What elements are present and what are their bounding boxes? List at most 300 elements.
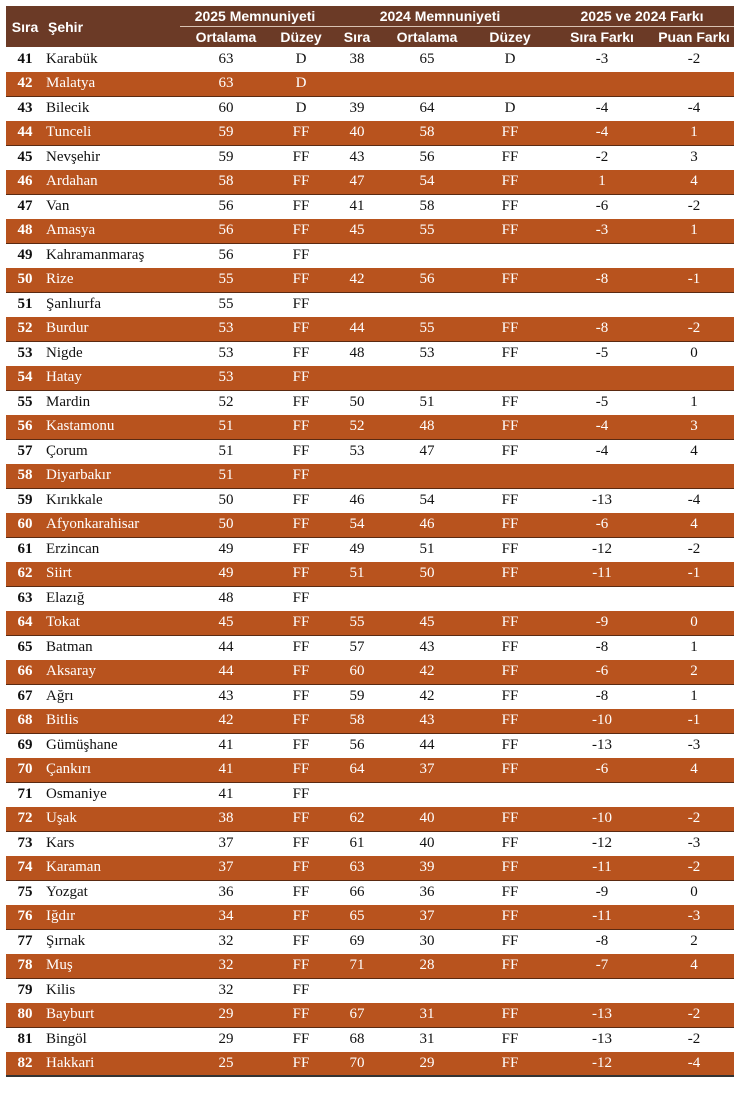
cell-level-2024: FF <box>470 341 550 366</box>
cell-rank-diff: -13 <box>550 733 654 758</box>
cell-rank: 44 <box>6 121 44 146</box>
cell-level-2024: D <box>470 96 550 121</box>
cell-avg-2025: 52 <box>180 390 272 415</box>
cell-city: Bilecik <box>44 96 180 121</box>
cell-rank-diff: -6 <box>550 660 654 685</box>
cell-rank-2024: 59 <box>330 684 384 709</box>
cell-avg-2024: 53 <box>384 341 470 366</box>
cell-rank-diff: -6 <box>550 758 654 783</box>
table-row <box>6 488 734 513</box>
cell-level-2024: FF <box>470 1052 550 1077</box>
cell-level-2024: FF <box>470 121 550 146</box>
table-row <box>6 880 734 905</box>
cell-avg-2025: 43 <box>180 684 272 709</box>
cell-rank-2024 <box>330 464 384 489</box>
cell-avg-2025: 56 <box>180 243 272 268</box>
cell-level-2024: FF <box>470 415 550 440</box>
cell-avg-2024: 55 <box>384 317 470 342</box>
cell-level-2025: FF <box>272 219 330 244</box>
cell-level-2024 <box>470 292 550 317</box>
table-row <box>6 733 734 758</box>
table-row <box>6 831 734 856</box>
cell-avg-2025: 41 <box>180 782 272 807</box>
cell-city: Osmaniye <box>44 782 180 807</box>
cell-city: Rize <box>44 268 180 293</box>
cell-avg-2025: 37 <box>180 831 272 856</box>
cell-level-2024: FF <box>470 537 550 562</box>
table-row <box>6 1027 734 1052</box>
cell-rank: 63 <box>6 586 44 611</box>
cell-score-diff <box>654 978 734 1003</box>
cell-avg-2024: 37 <box>384 905 470 930</box>
cell-level-2024: FF <box>470 219 550 244</box>
cell-city: Muş <box>44 954 180 979</box>
cell-rank-diff: -4 <box>550 439 654 464</box>
cell-rank-2024: 40 <box>330 121 384 146</box>
cell-score-diff: -2 <box>654 807 734 832</box>
cell-score-diff: 4 <box>654 954 734 979</box>
cell-rank-diff: -11 <box>550 562 654 587</box>
table-row <box>6 341 734 366</box>
cell-rank: 52 <box>6 317 44 342</box>
cell-rank: 45 <box>6 145 44 170</box>
cell-level-2025: FF <box>272 415 330 440</box>
satisfaction-table-container <box>6 6 734 1077</box>
cell-rank: 66 <box>6 660 44 685</box>
cell-rank-2024: 48 <box>330 341 384 366</box>
cell-level-2025: FF <box>272 660 330 685</box>
cell-level-2025: FF <box>272 537 330 562</box>
table-body <box>6 47 734 1076</box>
cell-city: Bitlis <box>44 709 180 734</box>
cell-level-2024: FF <box>470 709 550 734</box>
cell-avg-2024: 47 <box>384 439 470 464</box>
cell-rank-diff: -8 <box>550 268 654 293</box>
cell-level-2025: FF <box>272 562 330 587</box>
cell-score-diff: -1 <box>654 709 734 734</box>
cell-rank: 41 <box>6 47 44 72</box>
cell-avg-2025: 44 <box>180 635 272 660</box>
header-ortalama-2025: Ortalama <box>180 27 272 48</box>
cell-rank: 58 <box>6 464 44 489</box>
cell-avg-2025: 41 <box>180 758 272 783</box>
cell-level-2024 <box>470 586 550 611</box>
cell-rank-2024: 66 <box>330 880 384 905</box>
cell-level-2024: FF <box>470 635 550 660</box>
cell-rank-2024: 63 <box>330 856 384 881</box>
cell-city: Hakkari <box>44 1052 180 1077</box>
cell-rank-2024: 49 <box>330 537 384 562</box>
cell-score-diff: -4 <box>654 96 734 121</box>
cell-level-2024: FF <box>470 831 550 856</box>
cell-rank: 61 <box>6 537 44 562</box>
cell-city: Yozgat <box>44 880 180 905</box>
cell-rank: 51 <box>6 292 44 317</box>
cell-rank-diff <box>550 978 654 1003</box>
cell-rank-2024: 51 <box>330 562 384 587</box>
cell-level-2024: FF <box>470 513 550 538</box>
table-row <box>6 47 734 72</box>
cell-rank-2024: 53 <box>330 439 384 464</box>
cell-avg-2024: 29 <box>384 1052 470 1077</box>
table-row <box>6 856 734 881</box>
cell-avg-2025: 51 <box>180 464 272 489</box>
cell-city: Nevşehir <box>44 145 180 170</box>
cell-rank-diff: -7 <box>550 954 654 979</box>
satisfaction-table <box>6 6 734 1077</box>
cell-score-diff: 1 <box>654 219 734 244</box>
cell-city: Batman <box>44 635 180 660</box>
cell-level-2025: FF <box>272 684 330 709</box>
cell-avg-2024 <box>384 978 470 1003</box>
table-row <box>6 513 734 538</box>
cell-level-2024: FF <box>470 1027 550 1052</box>
cell-rank-diff: -8 <box>550 317 654 342</box>
cell-rank-diff: -4 <box>550 96 654 121</box>
cell-level-2024: FF <box>470 1003 550 1028</box>
cell-avg-2024: 58 <box>384 194 470 219</box>
cell-level-2024: FF <box>470 880 550 905</box>
cell-avg-2024: 43 <box>384 635 470 660</box>
cell-city: Şırnak <box>44 929 180 954</box>
cell-level-2025: FF <box>272 1052 330 1077</box>
cell-rank: 74 <box>6 856 44 881</box>
cell-rank: 68 <box>6 709 44 734</box>
cell-score-diff: -2 <box>654 537 734 562</box>
cell-city: Çankırı <box>44 758 180 783</box>
cell-score-diff: 1 <box>654 121 734 146</box>
cell-avg-2025: 45 <box>180 611 272 636</box>
table-row <box>6 243 734 268</box>
cell-level-2024 <box>470 978 550 1003</box>
cell-avg-2024: 58 <box>384 121 470 146</box>
cell-level-2024: FF <box>470 317 550 342</box>
table-row <box>6 121 734 146</box>
cell-rank: 81 <box>6 1027 44 1052</box>
cell-city: Amasya <box>44 219 180 244</box>
cell-avg-2024: 50 <box>384 562 470 587</box>
cell-rank-2024: 42 <box>330 268 384 293</box>
cell-avg-2024: 55 <box>384 219 470 244</box>
cell-rank-2024: 46 <box>330 488 384 513</box>
table-row <box>6 219 734 244</box>
cell-score-diff <box>654 464 734 489</box>
cell-avg-2024: 56 <box>384 145 470 170</box>
cell-rank-diff: 1 <box>550 170 654 195</box>
cell-avg-2025: 32 <box>180 978 272 1003</box>
cell-level-2025: FF <box>272 880 330 905</box>
cell-avg-2025: 37 <box>180 856 272 881</box>
cell-rank: 78 <box>6 954 44 979</box>
cell-city: Bingöl <box>44 1027 180 1052</box>
cell-rank-diff: -4 <box>550 415 654 440</box>
cell-rank: 59 <box>6 488 44 513</box>
cell-level-2025: FF <box>272 733 330 758</box>
cell-avg-2025: 29 <box>180 1027 272 1052</box>
cell-rank-2024: 64 <box>330 758 384 783</box>
table-row <box>6 464 734 489</box>
cell-avg-2024 <box>384 782 470 807</box>
cell-level-2024: FF <box>470 807 550 832</box>
cell-avg-2025: 59 <box>180 145 272 170</box>
cell-avg-2025: 38 <box>180 807 272 832</box>
cell-rank-2024 <box>330 292 384 317</box>
cell-rank: 67 <box>6 684 44 709</box>
cell-level-2025: FF <box>272 807 330 832</box>
cell-rank: 65 <box>6 635 44 660</box>
cell-score-diff <box>654 243 734 268</box>
cell-avg-2024: 31 <box>384 1003 470 1028</box>
cell-city: Nigde <box>44 341 180 366</box>
cell-level-2024 <box>470 72 550 97</box>
cell-avg-2025: 42 <box>180 709 272 734</box>
cell-rank-2024: 71 <box>330 954 384 979</box>
cell-rank: 46 <box>6 170 44 195</box>
cell-city: Afyonkarahisar <box>44 513 180 538</box>
table-row <box>6 684 734 709</box>
cell-level-2025: FF <box>272 317 330 342</box>
cell-rank-2024: 69 <box>330 929 384 954</box>
table-row <box>6 390 734 415</box>
cell-score-diff: -3 <box>654 733 734 758</box>
cell-level-2024: FF <box>470 758 550 783</box>
cell-avg-2025: 44 <box>180 660 272 685</box>
cell-rank: 53 <box>6 341 44 366</box>
header-puan-farki: Puan Farkı <box>654 27 734 48</box>
cell-city: Iğdır <box>44 905 180 930</box>
cell-avg-2024: 42 <box>384 684 470 709</box>
cell-rank-diff: -8 <box>550 684 654 709</box>
cell-score-diff: -3 <box>654 831 734 856</box>
table-row <box>6 366 734 391</box>
cell-city: Bayburt <box>44 1003 180 1028</box>
cell-rank-diff: -10 <box>550 807 654 832</box>
cell-city: Kırıkkale <box>44 488 180 513</box>
cell-rank-diff <box>550 366 654 391</box>
cell-city: Hatay <box>44 366 180 391</box>
cell-rank: 72 <box>6 807 44 832</box>
cell-rank: 49 <box>6 243 44 268</box>
cell-level-2024: FF <box>470 390 550 415</box>
table-row <box>6 72 734 97</box>
cell-level-2024: FF <box>470 439 550 464</box>
cell-score-diff: 4 <box>654 513 734 538</box>
table-row <box>6 978 734 1003</box>
table-row <box>6 562 734 587</box>
table-header <box>6 6 734 47</box>
cell-rank-diff <box>550 464 654 489</box>
cell-city: Tokat <box>44 611 180 636</box>
cell-avg-2024: 56 <box>384 268 470 293</box>
cell-rank-diff: -5 <box>550 341 654 366</box>
cell-rank-2024: 43 <box>330 145 384 170</box>
cell-rank-diff: -12 <box>550 1052 654 1077</box>
cell-level-2025: FF <box>272 341 330 366</box>
cell-level-2025: FF <box>272 709 330 734</box>
cell-level-2025: D <box>272 72 330 97</box>
cell-rank-diff: -8 <box>550 929 654 954</box>
cell-score-diff: 4 <box>654 758 734 783</box>
cell-avg-2025: 25 <box>180 1052 272 1077</box>
cell-rank-2024: 60 <box>330 660 384 685</box>
cell-rank: 77 <box>6 929 44 954</box>
table-row <box>6 1003 734 1028</box>
cell-city: Elazığ <box>44 586 180 611</box>
table-row <box>6 292 734 317</box>
cell-level-2025: FF <box>272 268 330 293</box>
header-sira-2024: Sıra <box>330 27 384 48</box>
cell-level-2024: FF <box>470 562 550 587</box>
cell-avg-2024: 40 <box>384 807 470 832</box>
cell-rank-2024 <box>330 72 384 97</box>
cell-score-diff: 2 <box>654 929 734 954</box>
cell-avg-2025: 49 <box>180 562 272 587</box>
cell-level-2025: FF <box>272 978 330 1003</box>
cell-score-diff <box>654 782 734 807</box>
cell-rank-2024: 62 <box>330 807 384 832</box>
cell-city: Şanlıurfa <box>44 292 180 317</box>
cell-rank-2024: 56 <box>330 733 384 758</box>
header-sira: Sıra <box>6 6 44 47</box>
cell-level-2025: FF <box>272 366 330 391</box>
cell-rank-diff: -13 <box>550 488 654 513</box>
header-duzey-2025: Düzey <box>272 27 330 48</box>
cell-rank-diff <box>550 72 654 97</box>
cell-level-2025: FF <box>272 488 330 513</box>
cell-score-diff: -2 <box>654 1003 734 1028</box>
header-sehir: Şehir <box>44 6 180 47</box>
cell-rank-diff: -5 <box>550 390 654 415</box>
cell-avg-2025: 50 <box>180 513 272 538</box>
cell-score-diff: -2 <box>654 856 734 881</box>
cell-city: Kahramanmaraş <box>44 243 180 268</box>
cell-score-diff <box>654 72 734 97</box>
cell-avg-2024 <box>384 72 470 97</box>
cell-avg-2025: 32 <box>180 929 272 954</box>
cell-rank: 55 <box>6 390 44 415</box>
cell-score-diff <box>654 586 734 611</box>
cell-rank-diff: -6 <box>550 194 654 219</box>
cell-level-2024: FF <box>470 660 550 685</box>
cell-rank: 48 <box>6 219 44 244</box>
cell-rank: 62 <box>6 562 44 587</box>
cell-avg-2024: 54 <box>384 170 470 195</box>
cell-level-2025: FF <box>272 170 330 195</box>
cell-avg-2025: 55 <box>180 268 272 293</box>
cell-rank-diff: -9 <box>550 611 654 636</box>
cell-score-diff: 1 <box>654 390 734 415</box>
cell-rank: 50 <box>6 268 44 293</box>
cell-level-2024: FF <box>470 268 550 293</box>
cell-level-2024: FF <box>470 684 550 709</box>
cell-level-2024: FF <box>470 611 550 636</box>
cell-rank: 57 <box>6 439 44 464</box>
table-row <box>6 905 734 930</box>
cell-level-2025: FF <box>272 1003 330 1028</box>
cell-score-diff: 4 <box>654 439 734 464</box>
cell-rank-diff: -8 <box>550 635 654 660</box>
cell-score-diff: -2 <box>654 1027 734 1052</box>
cell-level-2025: FF <box>272 1027 330 1052</box>
header-sira-farki: Sıra Farkı <box>550 27 654 48</box>
cell-rank-diff: -9 <box>550 880 654 905</box>
cell-level-2025: FF <box>272 758 330 783</box>
cell-avg-2024 <box>384 366 470 391</box>
cell-city: Diyarbakır <box>44 464 180 489</box>
cell-rank-2024: 41 <box>330 194 384 219</box>
cell-avg-2025: 58 <box>180 170 272 195</box>
cell-avg-2024 <box>384 243 470 268</box>
cell-avg-2024: 54 <box>384 488 470 513</box>
cell-score-diff: 3 <box>654 145 734 170</box>
cell-rank-diff: -11 <box>550 856 654 881</box>
cell-avg-2024: 42 <box>384 660 470 685</box>
cell-rank-2024: 54 <box>330 513 384 538</box>
cell-score-diff: -2 <box>654 47 734 72</box>
cell-rank-diff <box>550 782 654 807</box>
cell-level-2024: FF <box>470 488 550 513</box>
cell-rank-2024 <box>330 366 384 391</box>
cell-avg-2024 <box>384 586 470 611</box>
cell-avg-2024: 46 <box>384 513 470 538</box>
cell-score-diff: 0 <box>654 611 734 636</box>
cell-rank-2024: 47 <box>330 170 384 195</box>
cell-rank: 82 <box>6 1052 44 1077</box>
cell-level-2024 <box>470 782 550 807</box>
cell-avg-2025: 48 <box>180 586 272 611</box>
cell-rank-diff: -4 <box>550 121 654 146</box>
table-row <box>6 660 734 685</box>
cell-score-diff: -2 <box>654 194 734 219</box>
cell-avg-2024: 43 <box>384 709 470 734</box>
cell-rank-2024: 44 <box>330 317 384 342</box>
cell-rank: 79 <box>6 978 44 1003</box>
cell-rank-diff: -10 <box>550 709 654 734</box>
cell-level-2025: FF <box>272 513 330 538</box>
cell-rank: 76 <box>6 905 44 930</box>
cell-city: Gümüşhane <box>44 733 180 758</box>
cell-city: Mardin <box>44 390 180 415</box>
table-row <box>6 807 734 832</box>
cell-avg-2024: 37 <box>384 758 470 783</box>
cell-avg-2025: 51 <box>180 439 272 464</box>
cell-score-diff: -2 <box>654 317 734 342</box>
cell-score-diff: 0 <box>654 880 734 905</box>
cell-rank-diff: -3 <box>550 219 654 244</box>
cell-level-2025: FF <box>272 464 330 489</box>
cell-level-2024 <box>470 243 550 268</box>
table-row <box>6 317 734 342</box>
header-ortalama-2024: Ortalama <box>384 27 470 48</box>
cell-avg-2025: 50 <box>180 488 272 513</box>
cell-level-2025: FF <box>272 611 330 636</box>
cell-level-2024: FF <box>470 929 550 954</box>
cell-avg-2024: 36 <box>384 880 470 905</box>
cell-rank: 42 <box>6 72 44 97</box>
table-row <box>6 96 734 121</box>
cell-avg-2025: 55 <box>180 292 272 317</box>
cell-score-diff: 4 <box>654 170 734 195</box>
cell-score-diff: 1 <box>654 684 734 709</box>
table-row <box>6 782 734 807</box>
cell-level-2025: FF <box>272 439 330 464</box>
cell-avg-2025: 63 <box>180 72 272 97</box>
table-row <box>6 611 734 636</box>
cell-rank-diff <box>550 243 654 268</box>
cell-rank-2024: 70 <box>330 1052 384 1077</box>
cell-level-2024: FF <box>470 145 550 170</box>
cell-avg-2025: 53 <box>180 317 272 342</box>
